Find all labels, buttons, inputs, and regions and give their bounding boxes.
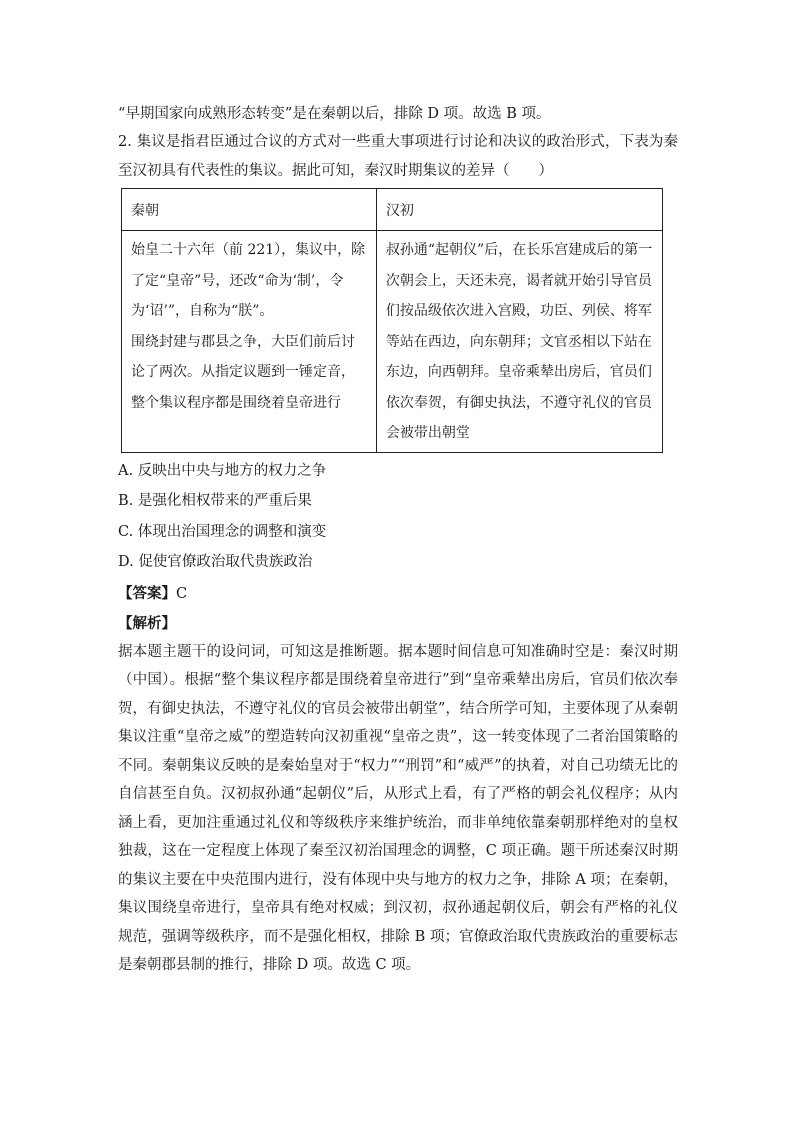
answer-value: C [176, 585, 188, 602]
analysis-text: 据本题主题干的设问词，可知这是推断题。据本题时间信息可知准确时空是：秦汉时期（中国）。根据“整个集议程序都是围绕着皇帝进行”到“皇帝乘辇出房后，官员们依次奉贺，有御史执法，不遵守礼仪的官员会被带出朝堂”，结合所学可知，主要体现了从秦朝集议注重“皇帝之威”的塑造转向汉初重视“皇帝之贵”，这一转变体现了二者治国策略的不同。秦朝集议反映的是秦始皇对于“权力”“刑罚”和“威严”的执着，对自己功绩无比的自信甚至自负。汉初叔孙通“起朝仪”后，从形式上看，有了严格的朝会礼仪程序；从内涵上看，更加注重通过礼仪和等级秩序来维护统治，而非单纯依靠秦朝那样绝对的皇权独裁，这在一定程度上体现了秦至汉初治国理念的调整，C 项正确。题干所述秦汉时期的集议主要在中央范围内进行，没有体现中央与地方的权力之争，排除 A 项；在秦朝，集议围绕皇帝进行，皇帝具有绝对权威；到汉初，叔孙通起朝仪后，朝会有严格的礼仪规范，强调等级秩序，而不是强化相权，排除 B 项；官僚政治取代贵族政治的重要标志是秦朝郡县制的推行，排除 D 项。故选 C 项。 [118, 643, 678, 973]
question-stem: 2. 集议是指君臣通过合议的方式对一些重大事项进行讨论和决议的政治形式，下表为秦至汉初具有代表性的集议。据此可知，秦汉时期集议的差异（ ） [118, 134, 678, 179]
table-row [122, 231, 663, 453]
qin-paragraph-1: 始皇二十六年（前 221），集议中，除了定“皇帝”号，还改“命为‘制’，令为‘诏’”，自称为“朕”。 [131, 242, 366, 319]
answer-label: 【答案】 [118, 584, 176, 602]
option-c: C. 体现出治国理念的调整和演变 [118, 523, 327, 540]
previous-answer-conclusion: “早期国家向成熟形态转变”是在秦朝以后，排除 D 项。故选 B 项。 [118, 106, 551, 122]
document-page [118, 100, 678, 980]
table-header-han: 汉初 [376, 189, 662, 231]
answer-line [118, 579, 678, 609]
comparison-table [121, 188, 663, 453]
table-header-row [122, 189, 663, 231]
table-header-qin: 秦朝 [122, 189, 377, 231]
option-a: A. 反映出中央与地方的权力之争 [118, 462, 327, 479]
table-cell-han: 叔孙通“起朝仪”后，在长乐宫建成后的第一次朝会上，天还未亮，谒者就开始引导官员们按品级依次进入宫殿，功臣、列侯、将军等站在西边，向东朝拜；文官丞相以下站在东边，向西朝拜。皇帝乘辇出房后，官员们依次奉贺，有御史执法，不遵守礼仪的官员会被带出朝堂 [376, 231, 662, 453]
options-list [118, 456, 678, 578]
analysis-label: 【解析】 [118, 614, 176, 632]
option-d: D. 促使官僚政治取代贵族政治 [118, 554, 313, 570]
table-cell-qin [122, 231, 377, 453]
option-b: B. 是强化相权带来的严重后果 [118, 493, 312, 509]
qin-paragraph-2: 围绕封建与郡县之争，大臣们前后讨论了两次。从指定议题到一锤定音，整个集议程序都是围绕着皇帝进行 [131, 333, 355, 411]
